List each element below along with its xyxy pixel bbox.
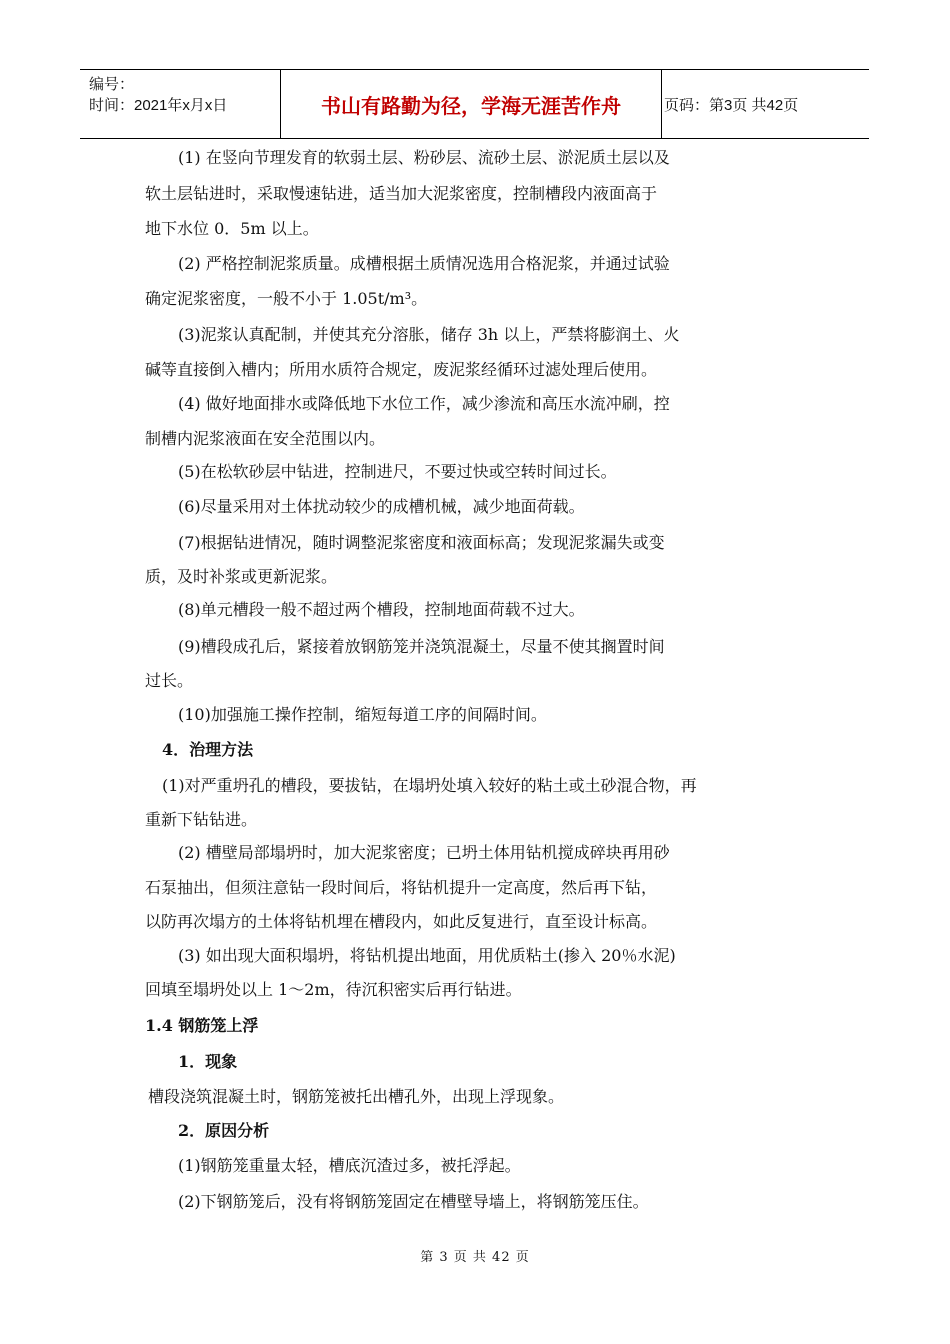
paragraph-line: 质，及时补浆或更新泥浆。 xyxy=(145,567,338,586)
time-label: 时间：2021年x月x日 xyxy=(89,97,228,114)
section-heading: 1．现象 xyxy=(178,1052,238,1071)
paragraph-line: 以防再次塌方的土体将钻机埋在槽段内，如此反复进行，直至设计标高。 xyxy=(145,912,658,931)
section-heading: 2．原因分析 xyxy=(178,1121,270,1140)
paragraph-line: (2) 槽壁局部塌坍时，加大泥浆密度；已坍土体用钻机搅成碎块再用砂 xyxy=(178,843,670,862)
paragraph-line: 制槽内泥浆液面在安全范围以内。 xyxy=(145,429,386,448)
paragraph-line: 过长。 xyxy=(145,671,194,690)
header-page-info: 页码：第3页 共42页 xyxy=(664,96,799,114)
paragraph-line: (4) 做好地面排水或降低地下水位工作，减少渗流和高压水流冲刷，控 xyxy=(178,394,670,413)
paragraph-line: 槽段浇筑混凝土时，钢筋笼被托出槽孔外，出现上浮现象。 xyxy=(148,1087,565,1106)
paragraph-line: (6)尽量采用对土体扰动较少的成槽机械，减少地面荷载。 xyxy=(178,497,585,516)
paragraph-line: (1) 在竖向节理发育的软弱土层、粉砂层、流砂土层、淤泥质土层以及 xyxy=(178,148,670,167)
paragraph-line: (3)泥浆认真配制，并使其充分溶胀，储存 3h 以上，严禁将膨润土、火 xyxy=(178,325,680,344)
paragraph-line: (1)对严重坍孔的槽段，要拔钻，在塌坍处填入较好的粘土或土砂混合物，再 xyxy=(162,776,697,795)
paragraph-line: 石泵抽出，但须注意钻一段时间后，将钻机提升一定高度，然后再下钻， xyxy=(145,878,658,897)
paragraph-line: (2)下钢筋笼后，没有将钢筋笼固定在槽壁导墙上，将钢筋笼压住。 xyxy=(178,1192,649,1211)
page-footer: 第 3 页 共 42 页 xyxy=(420,1250,530,1265)
paragraph-line: 重新下钻钻进。 xyxy=(145,810,258,829)
paragraph-line: 回填至塌坍处以上 1～2m，待沉积密实后再行钻进。 xyxy=(145,980,522,999)
paragraph-line: (5)在松软砂层中钻进，控制进尺，不要过快或空转时间过长。 xyxy=(178,462,617,481)
paragraph-line: 确定泥浆密度，一般不小于 1.05t/m³。 xyxy=(145,289,428,308)
paragraph-line: (10)加强施工操作控制，缩短每道工序的间隔时间。 xyxy=(178,705,547,724)
header-motto: 书山有路勤为径，学海无涯苦作舟 xyxy=(281,70,662,138)
paragraph-line: (1)钢筋笼重量太轻，槽底沉渣过多，被托浮起。 xyxy=(178,1156,521,1175)
header-meta-cell xyxy=(80,70,281,138)
paragraph-line: (3) 如出现大面积塌坍，将钻机提出地面，用优质粘土(掺入 20％水泥) xyxy=(178,946,676,965)
paragraph-line: 碱等直接倒入槽内；所用水质符合规定，废泥浆经循环过滤处理后使用。 xyxy=(145,360,658,379)
section-heading: 4．治理方法 xyxy=(162,740,254,759)
paragraph-line: (8)单元槽段一般不超过两个槽段，控制地面荷载不过大。 xyxy=(178,600,585,619)
serial-label: 编号： xyxy=(89,76,135,93)
paragraph-line: (7)根据钻进情况，随时调整泥浆密度和液面标高；发现泥浆漏失或变 xyxy=(178,533,665,552)
paragraph-line: (9)槽段成孔后，紧接着放钢筋笼并浇筑混凝土，尽量不使其搁置时间 xyxy=(178,637,665,656)
paragraph-line: 软土层钻进时，采取慢速钻进，适当加大泥浆密度，控制槽段内液面高于 xyxy=(145,184,658,203)
section-heading: 1.4 钢筋笼上浮 xyxy=(145,1016,259,1035)
paragraph-line: (2) 严格控制泥浆质量。成槽根据土质情况选用合格泥浆，并通过试验 xyxy=(178,254,670,273)
paragraph-line: 地下水位 0．5m 以上。 xyxy=(145,219,319,238)
header-table xyxy=(80,69,869,139)
